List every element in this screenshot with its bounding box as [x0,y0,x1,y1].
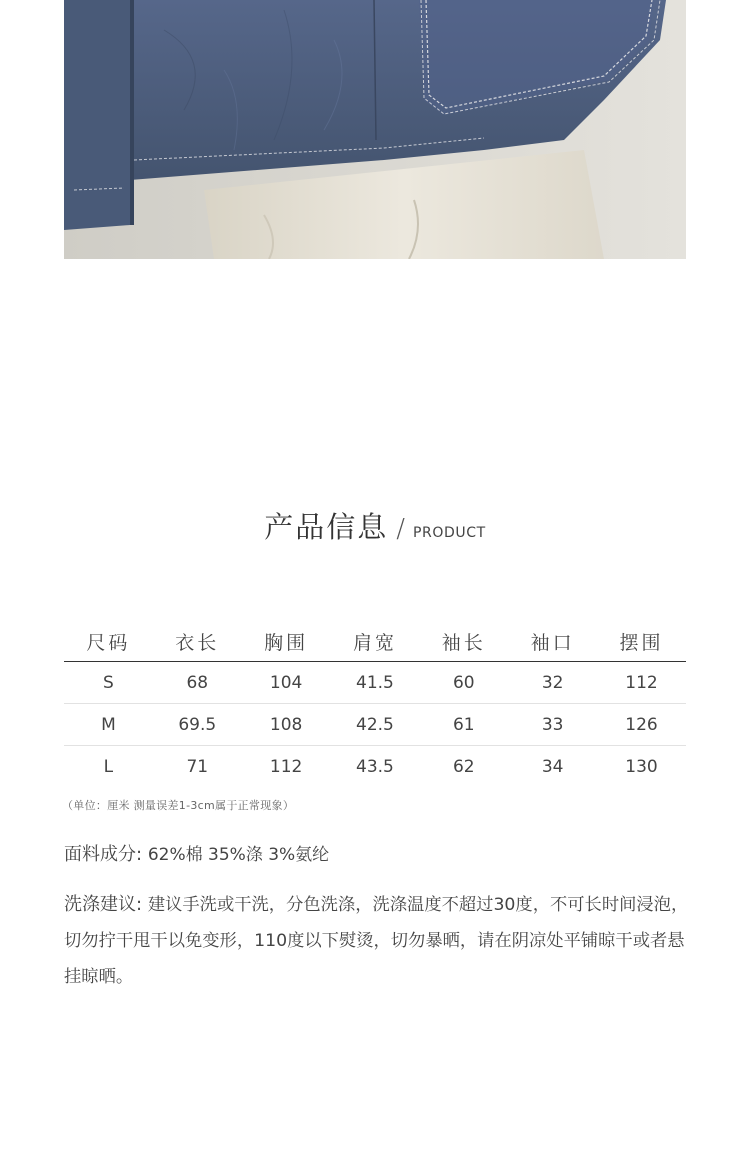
table-cell: S [64,662,153,704]
table-row [64,746,686,788]
section-header [0,505,750,551]
table-cell: 71 [186,756,209,777]
header-shoulder: 肩宽 [331,620,420,662]
measurement-note: （单位：厘米 测量误差1-3cm属于正常现象） [62,799,295,812]
table-cell: 112 [269,756,303,777]
table-cell: 62 [452,756,475,777]
table-cell: 68 [153,662,242,704]
fabric-label: 面料成分: [64,844,143,865]
header-sleeve-length: 袖长 [419,620,508,662]
table-row [64,662,686,704]
wash-label: 洗涤建议: [64,894,143,915]
header-chest: 胸围 [242,620,331,662]
section-title-slash: / [396,514,406,544]
table-cell: 61 [419,704,508,746]
header-size: 尺码 [64,620,153,662]
wash-value: 建议手洗或干洗，分色洗涤，洗涤温度不超过30度，不可长时间浸泡，切勿拧干甩干以免变形，110度以下熨烫，切勿暴晒，请在阴凉处平铺晾干或者悬挂晾晒。 [64,895,689,987]
product-photo [64,0,686,259]
table-header-row [64,620,686,662]
table-cell: 126 [597,704,686,746]
table-cell: 108 [242,704,331,746]
table-cell: 130 [625,756,658,777]
size-table [64,620,686,787]
header-cuff: 袖口 [508,620,597,662]
table-cell: 32 [508,662,597,704]
section-title-en: PRODUCT [413,525,486,541]
table-cell: 41.5 [331,662,420,704]
wash-instructions [64,887,690,995]
table-cell: 60 [419,662,508,704]
fabric-value: 62%棉 35%涤 3%氨纶 [147,845,330,865]
fabric-composition [64,842,694,868]
table-cell: 104 [242,662,331,704]
table-cell: 69.5 [153,704,242,746]
header-hem: 摆围 [597,620,686,662]
section-title-cn: 产品信息 [264,510,389,544]
table-cell: 43.5 [356,756,394,777]
header-length: 衣长 [153,620,242,662]
table-cell: 34 [541,756,564,777]
table-cell: M [64,704,153,746]
table-cell: 42.5 [331,704,420,746]
table-cell: L [103,756,114,777]
table-cell: 112 [597,662,686,704]
table-row [64,704,686,746]
table-cell: 33 [508,704,597,746]
